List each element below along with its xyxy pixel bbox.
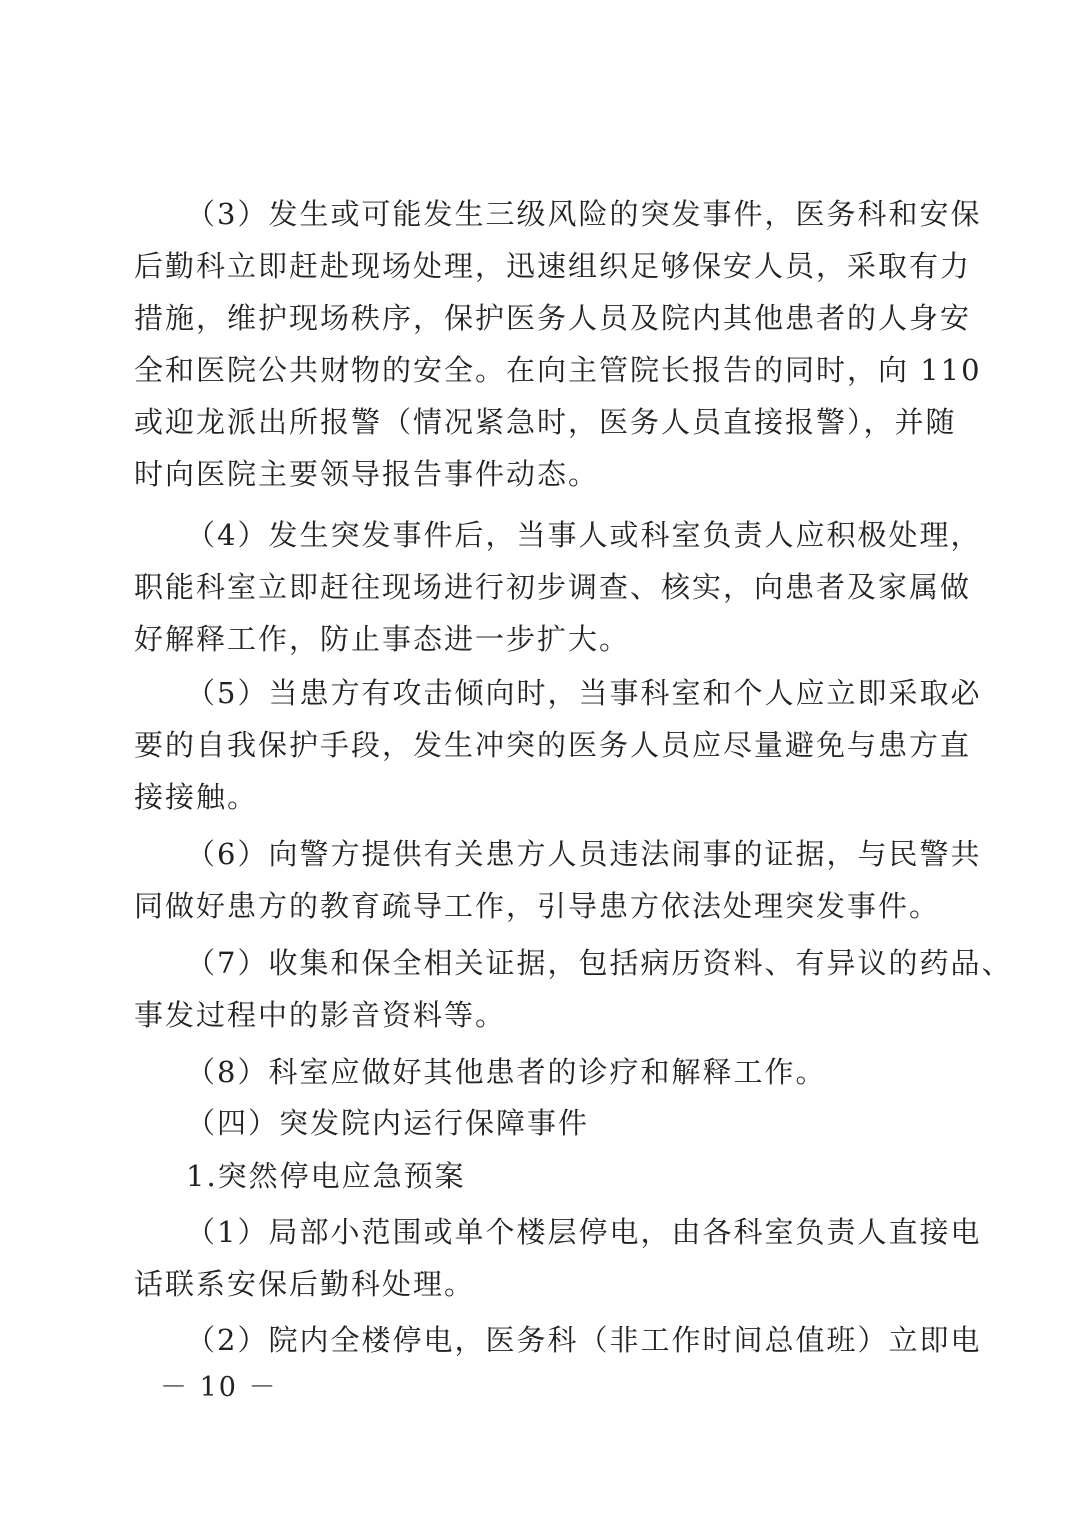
text-line: 事发过程中的影音资料等。	[134, 998, 507, 1032]
text-line: （4）发生突发事件后，当事人或科室负责人应积极处理，	[186, 518, 982, 552]
text-line: 要的自我保护手段，发生冲突的医务人员应尽量避免与患方直	[134, 728, 972, 762]
page-number: － 10 －	[160, 1372, 278, 1403]
subsection-heading: 1.突然停电应急预案	[186, 1159, 466, 1193]
text-line: （3）发生或可能发生三级风险的突发事件，医务科和安保	[186, 197, 982, 231]
text-line: 职能科室立即赶往现场进行初步调查、核实，向患者及家属做	[134, 570, 972, 604]
text-line: 好解释工作，防止事态进一步扩大。	[134, 622, 631, 656]
text-line: 或迎龙派出所报警（情况紧急时，医务人员直接报警），并随	[134, 405, 957, 439]
text-line: （6）向警方提供有关患方人员违法闹事的证据，与民警共	[186, 837, 982, 871]
section-heading: （四）突发院内运行保障事件	[186, 1106, 590, 1140]
text-line: 同做好患方的教育疏导工作，引导患方依法处理突发事件。	[134, 889, 941, 923]
text-line: 措施，维护现场秩序，保护医务人员及院内其他患者的人身安	[134, 301, 972, 335]
text-line: （2）院内全楼停电，医务科（非工作时间总值班）立即电	[186, 1323, 982, 1357]
text-line: 后勤科立即赶赴现场处理，迅速组织足够保安人员，采取有力	[134, 249, 972, 283]
text-line: （8）科室应做好其他患者的诊疗和解释工作。	[186, 1055, 827, 1089]
text-line: 接接触。	[134, 780, 259, 814]
text-line: 话联系安保后勤科处理。	[134, 1267, 476, 1301]
text-line: 时向医院主要领导报告事件动态。	[134, 457, 600, 491]
text-line: 全和医院公共财物的安全。在向主管院长报告的同时，向 110	[134, 353, 982, 387]
text-line: （5）当患方有攻击倾向时，当事科室和个人应立即采取必	[186, 676, 982, 710]
text-line: （1）局部小范围或单个楼层停电，由各科室负责人直接电	[186, 1215, 982, 1249]
text-line: （7）收集和保全相关证据，包括病历资料、有异议的药品、	[186, 946, 1013, 980]
